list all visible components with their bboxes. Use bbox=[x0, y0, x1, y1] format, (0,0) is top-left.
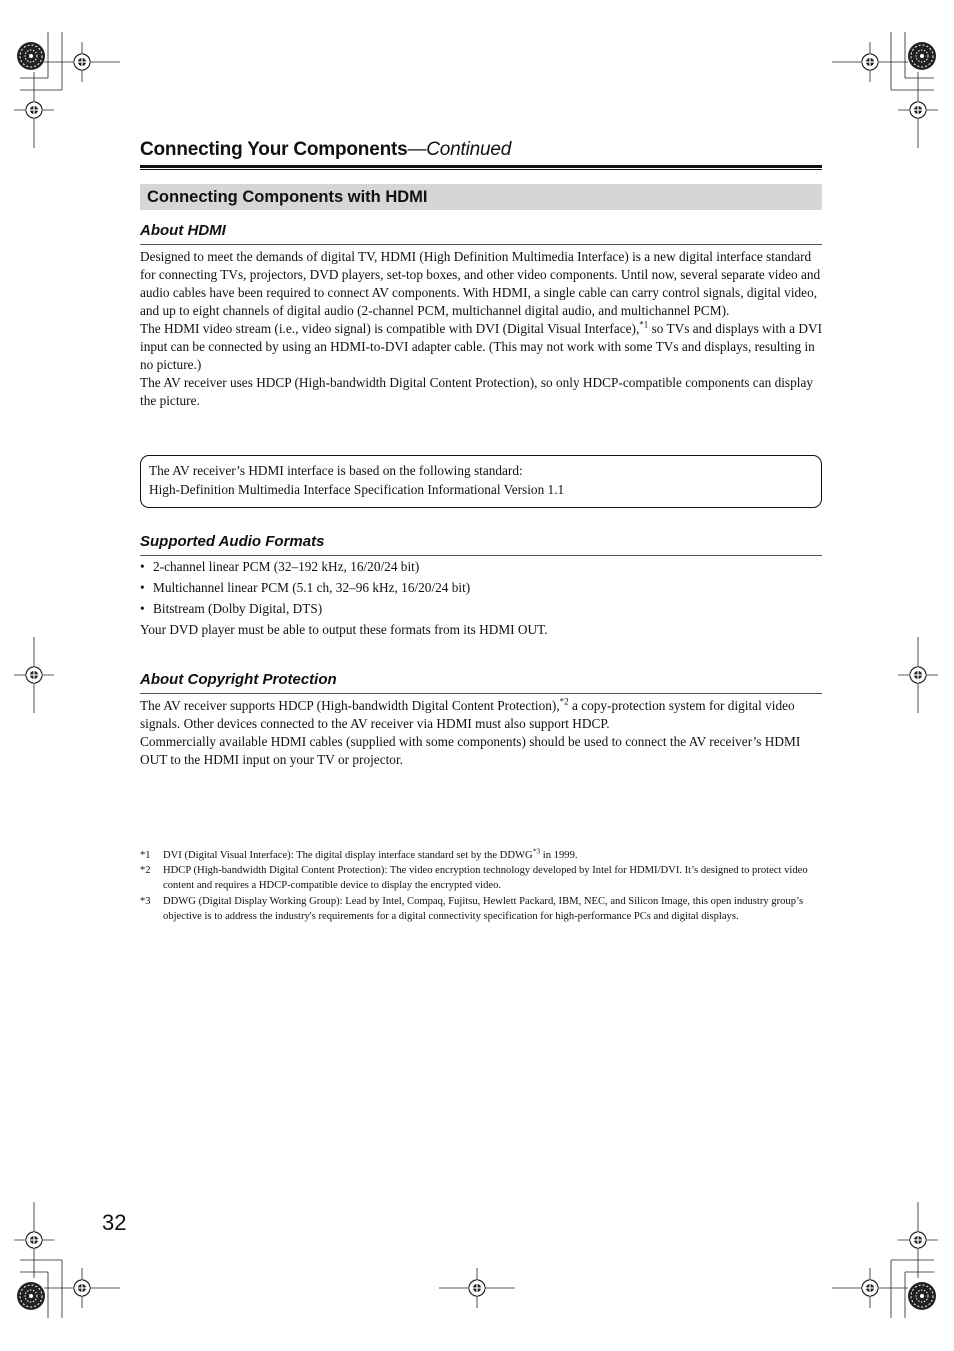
registration-crosshair-icon bbox=[439, 1268, 515, 1308]
note-box-line-1: The AV receiver’s HDMI interface is based on the following standard: bbox=[149, 463, 523, 478]
audio-formats-note: Your DVD player must be able to output these formats from its HDMI OUT. bbox=[140, 622, 548, 637]
header-rule-thick bbox=[140, 165, 822, 168]
footnote-mark: *3 bbox=[140, 895, 151, 907]
registration-crosshair-icon bbox=[14, 637, 54, 713]
registration-crosshair-icon bbox=[898, 72, 938, 148]
audio-formats-list bbox=[140, 558, 822, 621]
header-continued-text: —Continued bbox=[407, 139, 512, 160]
header-rule-thin bbox=[140, 169, 822, 170]
registration-crosshair-icon bbox=[898, 637, 938, 713]
footnote-text-after: in 1999. bbox=[540, 850, 578, 861]
header-title-text: Connecting Your Components bbox=[140, 139, 408, 160]
about-hdmi-body bbox=[140, 248, 822, 410]
about-hdmi-heading: About HDMI bbox=[140, 221, 822, 245]
registration-crosshair-icon bbox=[14, 1202, 54, 1278]
registration-burst-icon bbox=[908, 1282, 936, 1310]
list-item bbox=[140, 579, 822, 600]
registration-crosshair-icon bbox=[44, 1268, 120, 1308]
list-item-text: Bitstream (Dolby Digital, DTS) bbox=[153, 601, 323, 616]
about-hdmi-p2-after: so TVs and displays with a DVI input can be connected by using an HDMI-to-DVI adapter cable. (This may not work with some TVs and displays, resulting in no picture.) bbox=[140, 321, 823, 372]
footnote-text-before: DVI (Digital Visual Interface): The digital display interface standard set by the DDWG bbox=[163, 850, 533, 861]
footnotes bbox=[140, 848, 822, 924]
copyright-body bbox=[140, 697, 822, 769]
registration-burst-icon bbox=[908, 42, 936, 70]
registration-burst-icon bbox=[17, 42, 45, 70]
list-item bbox=[140, 558, 822, 579]
registration-crosshair-icon bbox=[898, 1202, 938, 1278]
footnote-text: HDCP (High-bandwidth Digital Content Protection): The video encryption technology developed by Intel for HDMI/DVI. It’s designed to protect video content and requires a HDCP-compatible device to display the encrypted video. bbox=[163, 865, 808, 892]
registration-crosshair-icon bbox=[832, 1268, 908, 1308]
list-item-text: 2-channel linear PCM (32–192 kHz, 16/20/24 bit) bbox=[153, 559, 420, 574]
footnote-ref-1: *1 bbox=[639, 319, 649, 330]
footnote-ref-2: *2 bbox=[559, 696, 569, 707]
note-box-line-2: High-Definition Multimedia Interface Specification Informational Version 1.1 bbox=[149, 482, 565, 497]
hdmi-standard-note-box bbox=[140, 455, 822, 508]
bullet-icon: • bbox=[140, 580, 145, 595]
page-number: 32 bbox=[102, 1210, 127, 1235]
bullet-icon: • bbox=[140, 559, 145, 574]
about-hdmi-paragraph-1: Designed to meet the demands of digital TV, HDMI (High Definition Multimedia Interface) is a new digital interface standard for connecting TVs, projectors, DVD players, set-top boxes, and other video components. Until now, several separate video and audio cables have been required to connect AV components. With HDMI, a single cable can carry control signals, digital video, and up to eight channels of digital audio (2-channel PCM, multichannel digital audio, and multichannel PCM). bbox=[140, 249, 821, 318]
footnote-text: DDWG (Digital Display Working Group): Lead by Intel, Compaq, Fujitsu, Hewlett Packard, IBM, NEC, and Silicon Image, this open industry group’s objective is to address the industry's requirements for a digital connectivity specification for high-performance PCs and digital displays. bbox=[163, 895, 804, 922]
footnote-mark: *2 bbox=[140, 865, 151, 877]
about-hdmi-paragraph-3: The AV receiver uses HDCP (High-bandwidth Digital Content Protection), so only HDCP-compatible components can display the picture. bbox=[140, 375, 813, 408]
copyright-paragraph-1 bbox=[140, 697, 822, 733]
about-hdmi-p2-before: The HDMI video stream (i.e., video signal) is compatible with DVI (Digital Visual Interface), bbox=[140, 321, 640, 336]
footnote-mark: *1 bbox=[140, 850, 151, 861]
footnote-2 bbox=[140, 863, 822, 893]
footnote-3 bbox=[140, 894, 822, 924]
list-item-text: Multichannel linear PCM (5.1 ch, 32–96 kHz, 16/20/24 bit) bbox=[153, 580, 471, 595]
registration-crosshair-icon bbox=[44, 42, 120, 82]
footnote-text bbox=[163, 848, 578, 863]
registration-burst-icon bbox=[17, 1282, 45, 1310]
copyright-p1-after: a copy-protection system for digital video signals. Other devices connected to the AV receiver via HDMI must also support HDCP. bbox=[140, 698, 795, 731]
footnote-1 bbox=[140, 848, 822, 863]
copyright-paragraph-2: Commercially available HDMI cables (supplied with some components) should be used to connect the AV receiver’s HDMI OUT to the HDMI input on your TV or projector. bbox=[140, 734, 801, 767]
about-hdmi-paragraph-2 bbox=[140, 320, 822, 374]
copyright-p1-before: The AV receiver supports HDCP (High-bandwidth Digital Content Protection), bbox=[140, 698, 560, 713]
registration-crosshair-icon bbox=[14, 72, 54, 148]
bullet-icon: • bbox=[140, 601, 145, 616]
page-header-title bbox=[140, 139, 511, 161]
footnote-ref-3: *3 bbox=[532, 846, 541, 856]
copyright-heading: About Copyright Protection bbox=[140, 670, 822, 694]
registration-crosshair-icon bbox=[832, 42, 908, 82]
list-item bbox=[140, 600, 822, 621]
audio-formats-heading: Supported Audio Formats bbox=[140, 532, 822, 556]
section-title: Connecting Components with HDMI bbox=[140, 184, 822, 210]
